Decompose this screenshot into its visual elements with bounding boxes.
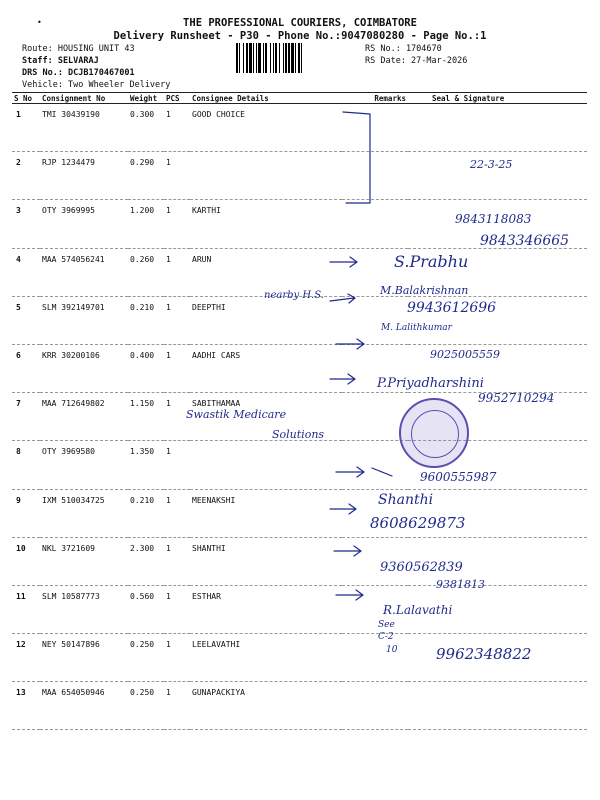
row-consignment: NEY 50147896 — [40, 634, 128, 682]
row-consignment: KRR 30200106 — [40, 344, 128, 392]
strike-mark — [372, 468, 392, 476]
row-sno: 7 — [12, 393, 40, 441]
row-consignment: MAA 712649802 — [40, 393, 128, 441]
handwritten-phone: 9962348822 — [436, 645, 532, 663]
row-consignee: GUNAPACKIYA — [190, 682, 342, 730]
row-sno: 9 — [12, 489, 40, 537]
vehicle-label: Vehicle: Two Wheeler Delivery — [22, 80, 171, 90]
row-consignment: MAA 654050946 — [40, 682, 128, 730]
row-consignment: MAA 574056241 — [40, 248, 128, 296]
col-sno: S No — [12, 93, 40, 104]
row-pcs: 1 — [164, 682, 190, 730]
handwritten-note: 10 — [386, 645, 398, 655]
bracket-mark — [343, 112, 370, 203]
handwritten-note: C-2 — [378, 632, 394, 642]
row-sno: 6 — [12, 344, 40, 392]
col-remarks: Remarks — [342, 93, 408, 104]
row-pcs: 1 — [164, 393, 190, 441]
arrow-mark — [336, 467, 364, 477]
handwritten-phone: 9360562839 — [380, 560, 463, 575]
company-title: THE PROFESSIONAL COURIERS, COIMBATORE — [183, 17, 417, 29]
row-consignment: RJP 1234479 — [40, 152, 128, 200]
col-consignment: Consignment No — [40, 93, 128, 104]
stamp-inner-ring — [411, 410, 459, 458]
corner-mark: • — [37, 18, 42, 27]
handwritten-phone: 9025005559 — [430, 348, 500, 361]
handwritten-phone: 9600555987 — [420, 470, 497, 484]
row-sno: 4 — [12, 248, 40, 296]
handwritten-date: 22-3-25 — [470, 158, 513, 171]
row-pcs: 1 — [164, 537, 190, 585]
row-sno: 11 — [12, 585, 40, 633]
rs-date: RS Date: 27-Mar-2026 — [365, 56, 468, 66]
row-pcs: 1 — [164, 489, 190, 537]
handwritten-phone: 9952710294 — [478, 391, 555, 405]
row-consignment: IXM 510034725 — [40, 489, 128, 537]
row-consignment: NKL 3721609 — [40, 537, 128, 585]
row-weight: 0.250 — [128, 682, 164, 730]
row-weight: 0.560 — [128, 585, 164, 633]
handwritten-phone: 9843118083 — [455, 212, 532, 226]
row-consignee: SABITHAMAA — [190, 393, 342, 441]
drs-label: DRS No.: DCJB170467001 — [22, 68, 135, 78]
col-weight: Weight — [128, 93, 164, 104]
row-weight: 0.210 — [128, 489, 164, 537]
row-sno: 10 — [12, 537, 40, 585]
staff-label: Staff: SELVARAJ — [22, 56, 99, 66]
handwritten-remark: Solutions — [272, 428, 325, 441]
handwritten-remark: Swastik Medicare — [186, 408, 287, 421]
row-sno: 13 — [12, 682, 40, 730]
row-consignment: TMI 30439190 — [40, 104, 128, 152]
row-pcs: 1 — [164, 585, 190, 633]
row-pcs: 1 — [164, 104, 190, 152]
row-pcs: 1 — [164, 441, 190, 489]
row-weight: 0.400 — [128, 344, 164, 392]
row-consignee: MEENAKSHI — [190, 489, 342, 537]
row-pcs: 1 — [164, 344, 190, 392]
row-pcs: 1 — [164, 200, 190, 248]
runsheet-subtitle: Delivery Runsheet - P30 - Phone No.:9047080280 - Page No.:1 — [113, 30, 487, 42]
handwritten-name: R.Lalavathi — [383, 603, 453, 617]
handwritten-phone: 8608629873 — [370, 514, 466, 532]
row-consignment: SLM 10587773 — [40, 585, 128, 633]
col-pcs: PCS — [164, 93, 190, 104]
arrow-mark — [334, 546, 361, 556]
row-sno: 2 — [12, 152, 40, 200]
row-consignee: LEELAVATHI — [190, 634, 342, 682]
handwritten-name: M. Lalithkumar — [381, 323, 452, 333]
row-consignee: DEEPTHI — [190, 296, 342, 344]
row-pcs: 1 — [164, 296, 190, 344]
row-sno: 1 — [12, 104, 40, 152]
row-consignee: GOOD CHOICE — [190, 104, 342, 152]
handwritten-name: P.Priyadharshini — [377, 376, 484, 391]
handwritten-phone: 9381813 — [436, 578, 485, 591]
row-sno: 3 — [12, 200, 40, 248]
row-weight: 1.150 — [128, 393, 164, 441]
arrow-mark — [336, 590, 363, 600]
row-pcs: 1 — [164, 152, 190, 200]
row-sno: 8 — [12, 441, 40, 489]
row-pcs: 1 — [164, 634, 190, 682]
handwritten-name: M.Balakrishnan — [380, 284, 469, 297]
company-stamp — [399, 398, 469, 468]
arrow-mark — [330, 257, 357, 267]
row-weight: 2.300 — [128, 537, 164, 585]
col-seal-signature: Seal & Signature — [408, 93, 587, 104]
handwritten-phone: 9943612696 — [407, 300, 497, 316]
row-consignment: OTY 3969995 — [40, 200, 128, 248]
arrow-mark — [330, 504, 356, 514]
row-consignee: AADHI CARS — [190, 344, 342, 392]
row-consignee: KARTHI — [190, 200, 342, 248]
row-weight: 0.300 — [128, 104, 164, 152]
row-weight: 1.200 — [128, 200, 164, 248]
handwritten-phone: 9843346665 — [480, 233, 570, 249]
row-sno: 12 — [12, 634, 40, 682]
row-consignee: ARUN — [190, 248, 342, 296]
route-label: Route: HOUSING UNIT 43 — [22, 44, 135, 54]
col-consignee: Consignee Details — [190, 93, 342, 104]
row-sno: 5 — [12, 296, 40, 344]
row-weight: 0.210 — [128, 296, 164, 344]
handwritten-remark: nearby H.S. — [264, 290, 324, 301]
row-weight: 0.250 — [128, 634, 164, 682]
arrow-mark — [336, 339, 364, 349]
row-weight: 0.290 — [128, 152, 164, 200]
row-consignment: OTY 3969580 — [40, 441, 128, 489]
handwritten-name: Shanthi — [378, 492, 434, 508]
row-consignee: SHANTHI — [190, 537, 342, 585]
handwritten-note: See — [378, 620, 395, 630]
row-weight: 0.260 — [128, 248, 164, 296]
row-weight: 1.350 — [128, 441, 164, 489]
row-consignment: SLM 392149701 — [40, 296, 128, 344]
row-consignee: ESTHAR — [190, 585, 342, 633]
arrow-mark — [330, 374, 355, 384]
rs-number: RS No.: 1704670 — [365, 44, 442, 54]
arrow-mark — [330, 294, 355, 303]
row-pcs: 1 — [164, 248, 190, 296]
handwritten-name: S.Prabhu — [394, 252, 469, 271]
